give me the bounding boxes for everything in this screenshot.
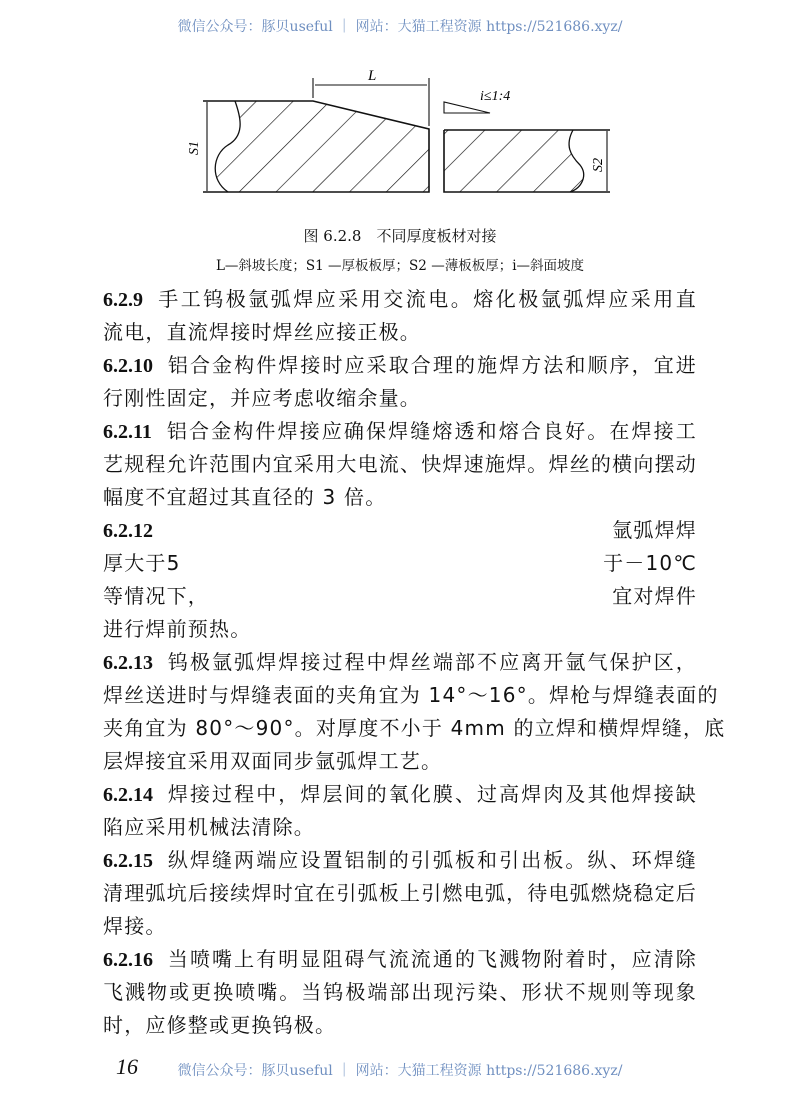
label-slope: i≤1:4: [480, 89, 511, 104]
clause-number: 6.2.14: [103, 784, 153, 806]
line-text: 陷应采用机械法清除。: [103, 815, 315, 839]
line-text: 清理弧坑后接续焊时宜在引弧板上引燃电弧，待电弧燃烧稳定后: [103, 881, 697, 905]
watermark-header: 微信公众号：豚贝useful ｜ 网站：大猫工程资源 https://521686.xyz/: [177, 19, 623, 35]
text-line: [103, 514, 697, 547]
line-text: 当喷嘴上有明显阻碍气流流通的飞溅物附着时，应清除: [167, 947, 697, 971]
line-text: 等情况下，: [103, 584, 209, 608]
text-line: [103, 481, 697, 514]
line-text: 焊接过程中，焊层间的氧化膜、过高焊肉及其他焊接缺: [167, 782, 697, 806]
document-body: [103, 283, 726, 1042]
clause-6-2-14: [103, 778, 697, 844]
figure-legend: L—斜坡长度；S1 —厚板板厚；S2 —薄板板厚；i—斜面坡度: [215, 258, 585, 274]
line-text: 焊丝送进时与焊缝表面的夹角宜为 14°～16°。焊枪与焊缝表面的: [103, 683, 719, 707]
clause-number: 6.2.15: [103, 850, 153, 872]
text-line: [103, 844, 697, 877]
clause-number: 6.2.9: [103, 289, 143, 311]
text-line: [103, 547, 697, 580]
line-text: 夹角宜为 80°～90°。对厚度不小于 4mm 的立焊和横焊焊缝，底: [103, 716, 726, 740]
thick-plate: [150, 60, 650, 220]
clause-number: 6.2.12: [103, 520, 153, 542]
line-text: 厚大于5: [103, 551, 181, 575]
clause-6-2-9: [103, 283, 697, 349]
butt-joint-figure: [150, 60, 650, 220]
text-line: [103, 943, 697, 976]
line-text: 氩弧焊焊: [612, 518, 697, 542]
text-line: [103, 415, 697, 448]
line-text: 于－10℃: [603, 551, 697, 575]
text-line: [103, 613, 697, 646]
text-line: [103, 349, 697, 382]
line-text: 纵焊缝两端应设置铝制的引弧板和引出板。纵、环焊缝: [167, 848, 697, 872]
text-line: [103, 1009, 697, 1042]
text-line: [103, 910, 697, 943]
line-text: 铝合金构件焊接时应采取合理的施焊方法和顺序，宜进: [167, 353, 697, 377]
label-L: L: [368, 68, 377, 84]
line-text: 层焊接宜采用双面同步氩弧焊工艺。: [103, 749, 443, 773]
clause-6-2-13: [103, 646, 726, 778]
line-text: 幅度不宜超过其直径的 3 倍。: [103, 485, 387, 509]
text-line: [103, 580, 697, 613]
text-line: [103, 877, 697, 910]
clause-number: 6.2.13: [103, 652, 153, 674]
line-text: 艺规程允许范围内宜采用大电流、快焊速施焊。焊丝的横向摆动: [103, 452, 697, 476]
label-S1: S1: [187, 141, 202, 155]
line-text: 宜对焊件: [612, 584, 697, 608]
text-line: [103, 811, 697, 844]
text-line: [103, 283, 697, 316]
line-text: 铝合金构件焊接应确保焊缝熔透和熔合良好。在焊接工: [165, 419, 697, 443]
line-text: 进行焊前预热。: [103, 617, 252, 641]
line-text: 焊接。: [103, 914, 167, 938]
watermark-footer: 微信公众号：豚贝useful ｜ 网站：大猫工程资源 https://521686.xyz/: [177, 1063, 623, 1079]
line-left: [103, 547, 181, 580]
line-left: [103, 580, 209, 613]
text-line: [103, 976, 697, 1009]
text-line: [103, 679, 719, 712]
text-line: [103, 745, 697, 778]
clause-number: 6.2.16: [103, 949, 153, 971]
text-line: [103, 448, 697, 481]
clause-number: 6.2.11: [103, 421, 152, 443]
figure-caption: 图 6.2.8 不同厚度板材对接: [303, 227, 497, 245]
text-line: [103, 646, 697, 679]
text-line: [103, 712, 726, 745]
clause-6-2-16: [103, 943, 697, 1042]
clause-6-2-11: [103, 415, 697, 514]
line-text: 流电，直流焊接时焊丝应接正极。: [103, 320, 421, 344]
line-text: 手工钨极氩弧焊应采用交流电。熔化极氩弧焊应采用直: [157, 287, 697, 311]
clause-6-2-15: [103, 844, 697, 943]
line-text: 时，应修整或更换钨极。: [103, 1013, 337, 1037]
text-line: [103, 382, 697, 415]
clause-number: 6.2.10: [103, 355, 153, 377]
clause-6-2-10: [103, 349, 697, 415]
line-text: 行刚性固定，并应考虑收缩余量。: [103, 386, 421, 410]
line-left: [103, 514, 167, 547]
text-line: [103, 778, 697, 811]
line-text: 钨极氩弧焊焊接过程中焊丝端部不应离开氩气保护区，: [167, 650, 697, 674]
line-text: 飞溅物或更换喷嘴。当钨极端部出现污染、形状不规则等现象: [103, 980, 697, 1004]
label-S2: S2: [591, 158, 606, 172]
page-number: 16: [116, 1054, 138, 1079]
clause-6-2-12: [103, 514, 697, 646]
text-line: [103, 316, 697, 349]
